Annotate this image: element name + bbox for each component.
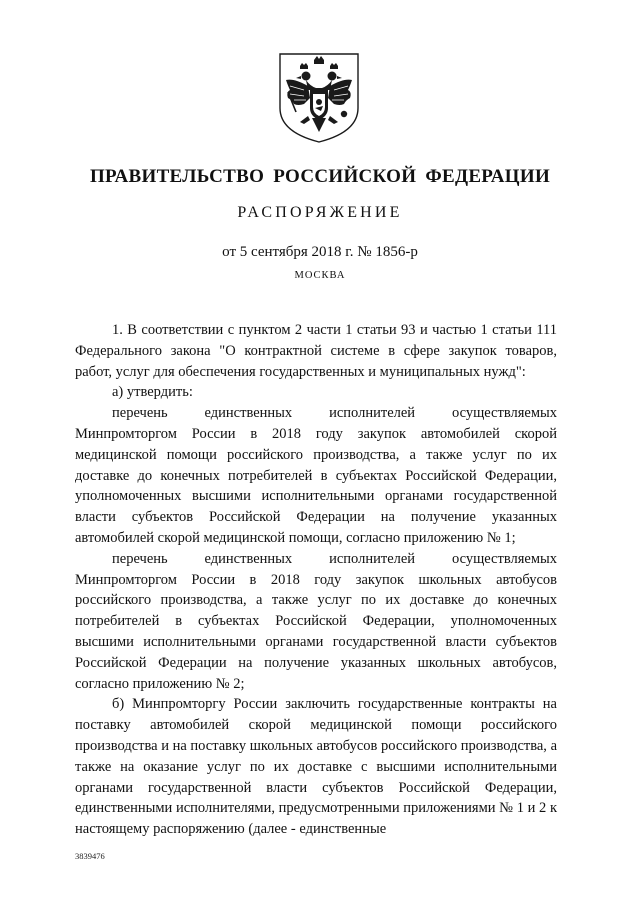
paragraph-1b: б) Минпромторгу России заключить государственные контракты на поставку автомобилей скорой медицинской помощи российского производства и на поставку школьных автобусов российского производства, а также на оказание услуг по их доставке с высшими исполнительными органами государственной власти субъектов Российской Федерации, единственными исполнителями, предусмотренными приложениями № 1 и 2 к настоящему распоряжению (далее - единственные [75,696,557,838]
document-code: 3839476 [75,851,105,861]
document-date-number: от 5 сентября 2018 г. № 1856-р [222,244,418,260]
document-type: РАСПОРЯЖЕНИЕ [237,204,403,221]
paragraph-1: 1. В соответствии с пунктом 2 части 1 статьи 93 и частью 1 статьи 111 Федерального закона "О контрактной системе в сфере закупок товаров, работ, услуг для обеспечения государственных и муниципальных нужд": [75,322,557,380]
document-city: МОСКВА [294,270,346,281]
paragraph-1a: а) утвердить: [112,384,193,401]
government-title: ПРАВИТЕЛЬСТВО РОССИЙСКОЙ ФЕДЕРАЦИИ [89,166,551,187]
document-body [75,320,557,840]
paragraph-list-1: перечень единственных исполнителей осуществляемых Минпромторгом России в 2018 году закупок автомобилей скорой медицинской помощи российского производства, а также услуг по их доставке до конечных потребителей в субъектах Российской Федерации, уполномоченных высшими исполнительными органами государственной власти субъектов Российской Федерации на получение указанных автомобилей скорой медицинской помощи, согласно приложению № 1; [75,405,557,546]
paragraph-list-2: перечень единственных исполнителей осуществляемых Минпромторгом России в 2018 году закупок школьных автобусов российского производства, а также услуг по их доставке до конечных потребителей в субъектах Российской Федерации, уполномоченных высшими исполнительными органами государственной власти субъектов Российской Федерации на получение указанных школьных автобусов, согласно приложению № 2; [75,550,557,692]
coat-of-arms-icon [274,50,364,146]
